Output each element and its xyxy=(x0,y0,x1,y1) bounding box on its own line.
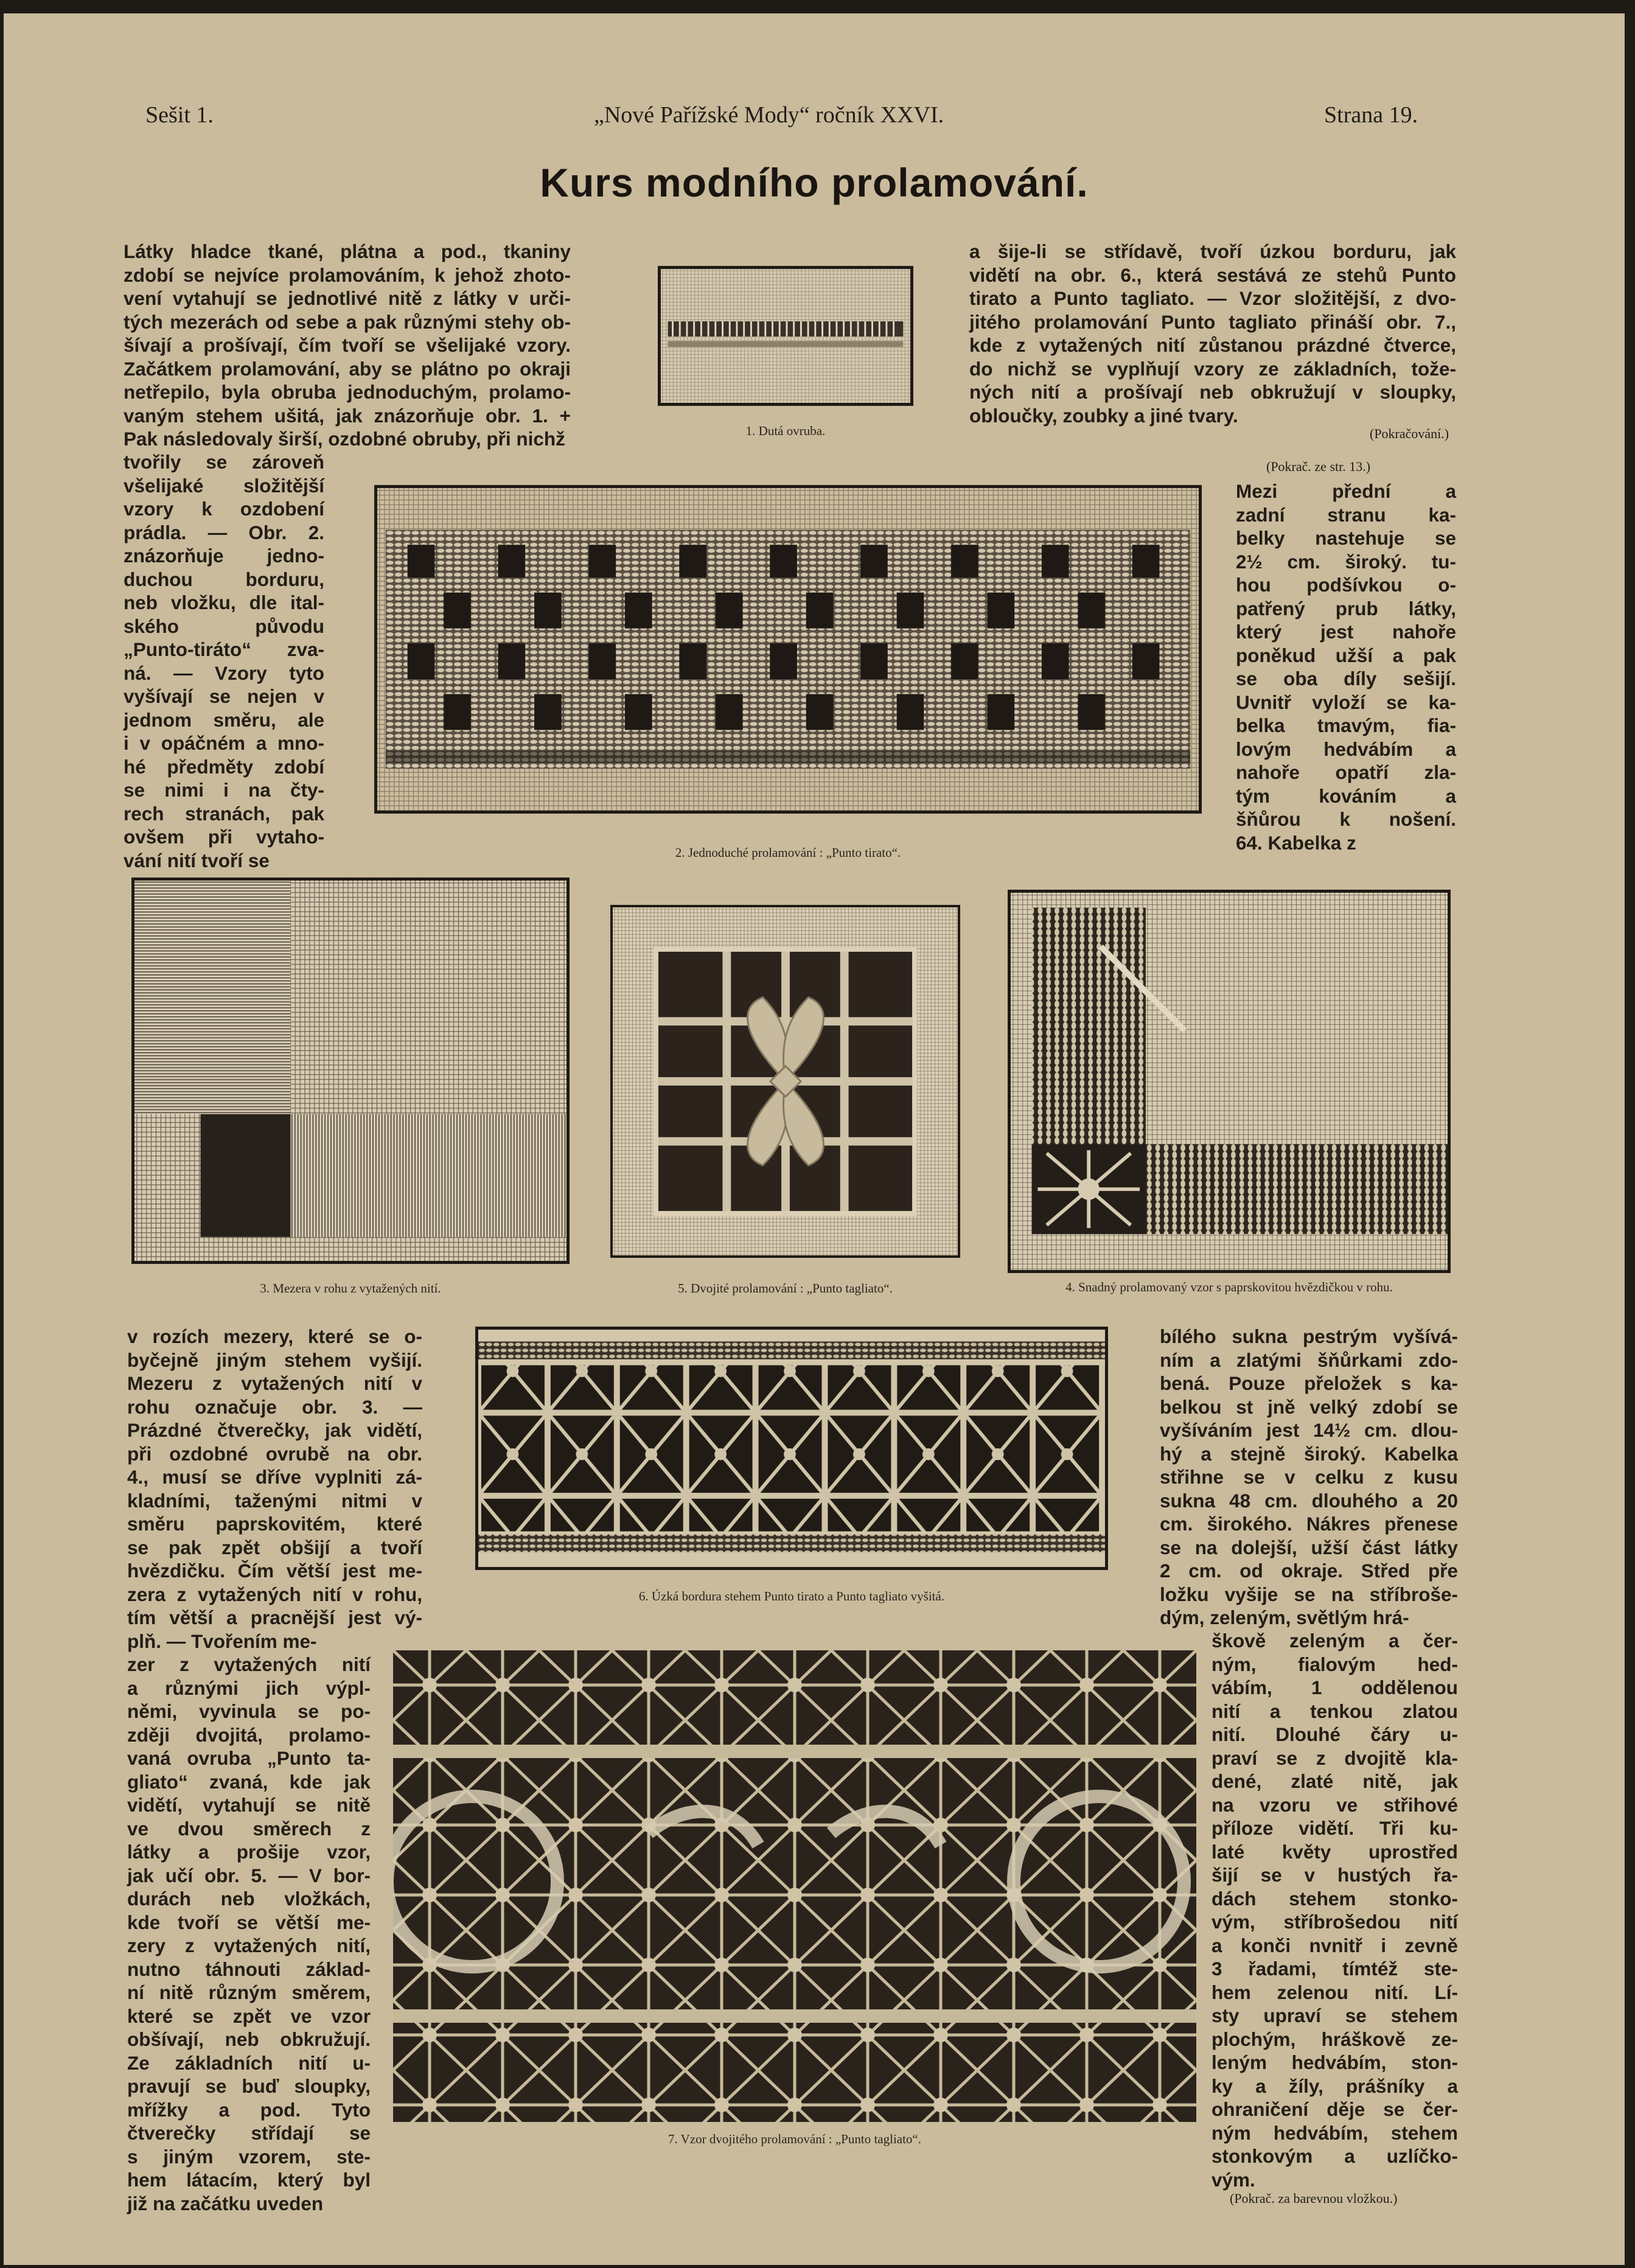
continuation-footer-note: (Pokrač. za barevnou vložkou.) xyxy=(1230,2191,1398,2206)
text-line: se pak zpět obšijí a tvoří xyxy=(127,1536,422,1558)
text-line: zdobí se nejvíce prolamováním, k jehož zhoto- xyxy=(124,263,571,286)
figure-5-caption: 5. Dvojité prolamování : „Punto tagliato“. xyxy=(678,1281,893,1296)
text-line: jak učí obr. 5. — V bor- xyxy=(127,1864,371,1886)
text-line: Pak následovaly širší, ozdobné obruby, při nichž xyxy=(124,428,565,450)
figure-1-caption: 1. Dutá ovruba. xyxy=(745,424,826,438)
text-line: směru paprskovitém, které xyxy=(127,1513,422,1535)
text-line: byčejně jiným stehem vyšijí. xyxy=(127,1349,422,1371)
text-line: sty upraví se stehem xyxy=(1211,2005,1458,2026)
text-line: ložku vyšije se na stříbroše- xyxy=(1160,1583,1458,1605)
text-line: Mezeru z vytažených nití v xyxy=(127,1372,422,1394)
text-line: ných nití a prošívají neb obkružují v sloupky, xyxy=(969,381,1456,403)
text-line: tím větší a pracnější jest vý- xyxy=(127,1607,422,1628)
right-top-column xyxy=(969,240,1456,427)
text-line: nití a tenkou zlatou xyxy=(1211,1700,1458,1722)
figure-7-caption: 7. Vzor dvojitého prolamování : „Punto tagliato“. xyxy=(668,2132,922,2146)
text-line: a konči nvnitř i zevně xyxy=(1211,1934,1458,1956)
figure-2-punto-tirato xyxy=(374,485,1202,814)
text-line: hem zelenou nití. Lí- xyxy=(1211,1981,1458,2003)
text-line: vení vytahují se jednotlivé nitě z látky v urči- xyxy=(124,287,571,309)
text-line: gliato“ zvaná, kde jak xyxy=(127,1770,371,1793)
text-line: Látky hladce tkané, plátna a pod., tkaniny xyxy=(124,240,571,262)
text-line: duchou borduru, xyxy=(124,568,324,590)
text-line: durách neb vložkách, xyxy=(127,1888,371,1910)
text-line: vábím, 1 oddělenou xyxy=(1211,1677,1458,1698)
text-line: šijí se v hustých řa- xyxy=(1211,1864,1458,1886)
text-line: cm. širokého. Nákres přenese xyxy=(1160,1513,1458,1535)
continuation-note: (Pokračování.) xyxy=(1370,426,1449,441)
text-line: šňůrou k nošení. xyxy=(1236,808,1456,830)
text-line: Prázdné čtverečky, jak vidětí, xyxy=(127,1419,422,1441)
text-line: němi, vyvinula se po- xyxy=(127,1700,371,1722)
text-line: který jest nahoře xyxy=(1236,621,1456,643)
text-line: vidětí na obr. 6., která sestává ze stehů Punto xyxy=(969,263,1456,286)
text-line: 3 řadami, tímtéž ste- xyxy=(1211,1958,1458,1980)
text-line: Ze základních nití u- xyxy=(127,2051,371,2074)
text-line: na vzoru ve střihové xyxy=(1211,1793,1458,1816)
text-line: zera z vytažených nití v rohu, xyxy=(127,1583,422,1605)
text-line: 2 cm. od okraje. Střed pře xyxy=(1160,1560,1458,1582)
text-line: šívají a prošívají, čím tvoří se všelijaké vzory. xyxy=(124,334,571,356)
text-line: látky a prošije vzor, xyxy=(127,1841,371,1863)
text-line: se oba díly sešijí. xyxy=(1236,668,1456,689)
text-line: tých mezerách od sebe a pak různými stehy ob- xyxy=(124,310,571,333)
text-line: 2½ cm. široký. tu- xyxy=(1236,550,1456,573)
text-line: ve dvou směrech z xyxy=(127,1817,371,1840)
text-line: zadní stranu ka- xyxy=(1236,503,1456,526)
text-line: Mezi přední a xyxy=(1236,480,1456,502)
text-line: patřený prub látky, xyxy=(1236,597,1456,619)
text-line: se na dolejší, užší část látky xyxy=(1160,1536,1458,1558)
from-page-note: (Pokrač. ze str. 13.) xyxy=(1266,459,1371,474)
text-line: rech stranách, pak xyxy=(124,802,324,825)
right-bottom-column-narrow xyxy=(1211,1629,1458,2191)
text-line: kladními, taženými nitmi v xyxy=(127,1489,422,1512)
text-line: lovým hedvábím a xyxy=(1236,738,1456,760)
text-line: tým kováním a xyxy=(1236,784,1456,807)
text-line: stonkovým a uzlíčko- xyxy=(1211,2145,1458,2167)
text-line: škově zeleným a čer- xyxy=(1211,1630,1458,1652)
text-line: ky a žíly, prášníky a xyxy=(1211,2074,1458,2097)
page-number: Strana 19. xyxy=(1324,102,1418,128)
text-line: zer z vytažených nití xyxy=(127,1653,371,1675)
text-line: plochým, hráškově ze- xyxy=(1211,2028,1458,2050)
text-line: ní nitě různým směrem, xyxy=(127,1981,371,2003)
text-line: poněkud užší a pak xyxy=(1236,644,1456,666)
text-line: ná. — Vzory tyto xyxy=(124,661,324,684)
text-line: Začátkem prolamování, aby se plátno po okraji xyxy=(124,357,571,380)
figure-4-radial-star-corner xyxy=(1008,890,1451,1273)
text-line: „Punto-tiráto“ zva- xyxy=(124,638,324,660)
text-line: belkou st jně velký zdobí se xyxy=(1160,1395,1458,1418)
text-line: zery z vytažených nití, xyxy=(127,1935,371,1956)
figure-1-hemstitch xyxy=(658,266,913,406)
text-line: při ozdobné ovrubě na obr. xyxy=(127,1442,422,1465)
text-line: ského původu xyxy=(124,615,324,637)
journal-title: „Nové Pařížské Mody“ ročník XXVI. xyxy=(594,102,944,128)
text-line: vým. xyxy=(1211,2168,1255,2191)
text-line: vání nití tvoří se xyxy=(124,849,270,871)
intro-column xyxy=(124,240,571,451)
magazine-page xyxy=(4,13,1625,2265)
figure-2-caption: 2. Jednoduché prolamování : „Punto tirato“. xyxy=(675,845,901,860)
text-line: s jiným vzorem, ste- xyxy=(127,2145,371,2168)
article-title: Kurs modního prolamování. xyxy=(540,160,1089,205)
text-line: v rozích mezery, které se o- xyxy=(127,1325,422,1347)
text-line: vaná ovruba „Punto ta- xyxy=(127,1747,371,1769)
text-line: laté květy uprostřed xyxy=(1211,1840,1458,1863)
text-line: bená. Pouze přeložek s ka- xyxy=(1160,1372,1458,1394)
text-line: kde tvoří se větší me- xyxy=(127,1911,371,1933)
text-line: zději dvojitá, prolamo- xyxy=(127,1723,371,1746)
text-line: vaným stehem ušitá, jak znázorňuje obr. 1. + xyxy=(124,404,571,427)
text-line: nutno táhnouti základ- xyxy=(127,1958,371,1980)
figure-3-corner-gap xyxy=(131,878,570,1264)
text-line: tvořily se zároveň xyxy=(124,451,324,473)
text-line: jednom směru, ale xyxy=(124,708,324,731)
left-bottom-column xyxy=(127,1325,422,1653)
text-line: se nimi i na čty- xyxy=(124,779,324,801)
text-line: rohu označuje obr. 3. — xyxy=(127,1395,422,1418)
text-line: obšívají, neb obkružují. xyxy=(127,2028,371,2050)
text-line: jitého prolamování Punto tagliato přináší obr. 7., xyxy=(969,310,1456,333)
figure-6-caption: 6. Úzká bordura stehem Punto tirato a Punto tagliato vyšitá. xyxy=(638,1589,945,1603)
text-line: vidětí, vytahují se nitě xyxy=(127,1794,371,1816)
text-line: mřížky a pod. Tyto xyxy=(127,2098,371,2121)
text-line: a šije-li se střídavě, tvoří úzkou borduru, jak xyxy=(969,240,1456,262)
intro-column-narrow xyxy=(124,450,324,872)
text-line: dým, zeleným, světlým hrá- xyxy=(1160,1607,1409,1628)
text-line: kde z vytažených nití zůstanou prázdné čtverce, xyxy=(969,334,1456,356)
figure-6-narrow-border xyxy=(475,1327,1108,1570)
text-line: bílého sukna pestrým vyšívá- xyxy=(1160,1325,1458,1347)
text-line: do nichž se vyplňují vzory ze základních, tože- xyxy=(969,357,1456,380)
text-line: již na začátku uveden xyxy=(127,2192,324,2214)
text-line: Uvnitř vyloží se ka- xyxy=(1236,691,1456,713)
text-line: které se zpět ve vzor xyxy=(127,2005,371,2027)
text-line: ovšem při vytaho- xyxy=(124,826,324,848)
text-line: vyšívají se nejen v xyxy=(124,685,324,707)
text-line: neb vložku, dle ital- xyxy=(124,591,324,613)
text-line: belka tmavým, fia- xyxy=(1236,714,1456,736)
text-line: tirato a Punto tagliato. — Vzor složitější, z dvo- xyxy=(969,287,1456,309)
text-line: 4., musí se dříve vyplniti zá- xyxy=(127,1466,422,1488)
text-line: hvězdičku. Čím větší jest me- xyxy=(127,1560,422,1582)
text-line: znázorňuje jedno- xyxy=(124,545,324,567)
text-line: vyšíváním jest 14½ cm. dlou- xyxy=(1160,1419,1458,1441)
text-line: ným hedvábím, stehem xyxy=(1211,2121,1458,2144)
figure-3-caption: 3. Mezera v rohu z vytažených nití. xyxy=(260,1281,441,1296)
text-line: ohraničení děje se čer- xyxy=(1211,2098,1458,2120)
text-line: nahoře opatří zla- xyxy=(1236,761,1456,783)
left-bottom-column-narrow xyxy=(127,1653,371,2215)
text-line: ným, fialovým hed- xyxy=(1211,1653,1458,1675)
text-line: všelijaké složitější xyxy=(124,474,324,497)
text-line: střihne se v celku z kusu xyxy=(1160,1466,1458,1488)
text-line: dené, zlaté nitě, jak xyxy=(1211,1770,1458,1792)
text-line: příloze vidětí. Tři ku- xyxy=(1211,1817,1458,1839)
text-line: belky nastehuje se xyxy=(1236,527,1456,549)
text-line: dách stehem stonko- xyxy=(1211,1887,1458,1910)
text-line: hou podšívkou o- xyxy=(1236,574,1456,596)
figure-5-punto-tagliato xyxy=(610,905,960,1258)
text-line: netřepilo, byla obruba jednoduchým, prolamo- xyxy=(124,381,571,403)
text-line: vzory k ozdobení xyxy=(124,498,324,520)
text-line: plň. — Tvořením me- xyxy=(127,1630,317,1652)
figure-7-double-openwork xyxy=(393,1650,1196,2122)
right-bottom-column xyxy=(1160,1325,1458,1630)
text-line: čtverečky střídají se xyxy=(127,2122,371,2144)
text-line: leným hedvábím, ston- xyxy=(1211,2051,1458,2073)
text-line: prádla. — Obr. 2. xyxy=(124,521,324,543)
text-line: sukna 48 cm. dlouhého a 20 xyxy=(1160,1489,1458,1512)
text-line: hý a stejně široký. Kabelka xyxy=(1160,1442,1458,1465)
text-line: i v opáčném a mno- xyxy=(124,732,324,754)
text-line: nití. Dlouhé čáry u- xyxy=(1211,1723,1458,1745)
text-line: hem látacím, který byl xyxy=(127,2169,371,2191)
text-line: 64. Kabelka z xyxy=(1236,831,1356,854)
right-narrow-column xyxy=(1236,480,1456,854)
text-line: obloučky, zoubky a jiné tvary. xyxy=(969,404,1238,427)
text-line: praví se z dvojitě kla- xyxy=(1211,1746,1458,1769)
issue-number: Sešit 1. xyxy=(145,102,214,128)
text-line: ním a zlatými šňůrkami zdo- xyxy=(1160,1349,1458,1371)
figure-4-caption: 4. Snadný prolamovaný vzor s paprskovitou hvězdičkou v rohu. xyxy=(1065,1280,1393,1294)
text-line: a různými jich výpl- xyxy=(127,1677,371,1699)
text-line: vým, stříbrošedou nití xyxy=(1211,1911,1458,1933)
text-line: pravují se buď sloupky, xyxy=(127,2075,371,2097)
text-line: hé předměty zdobí xyxy=(124,755,324,778)
